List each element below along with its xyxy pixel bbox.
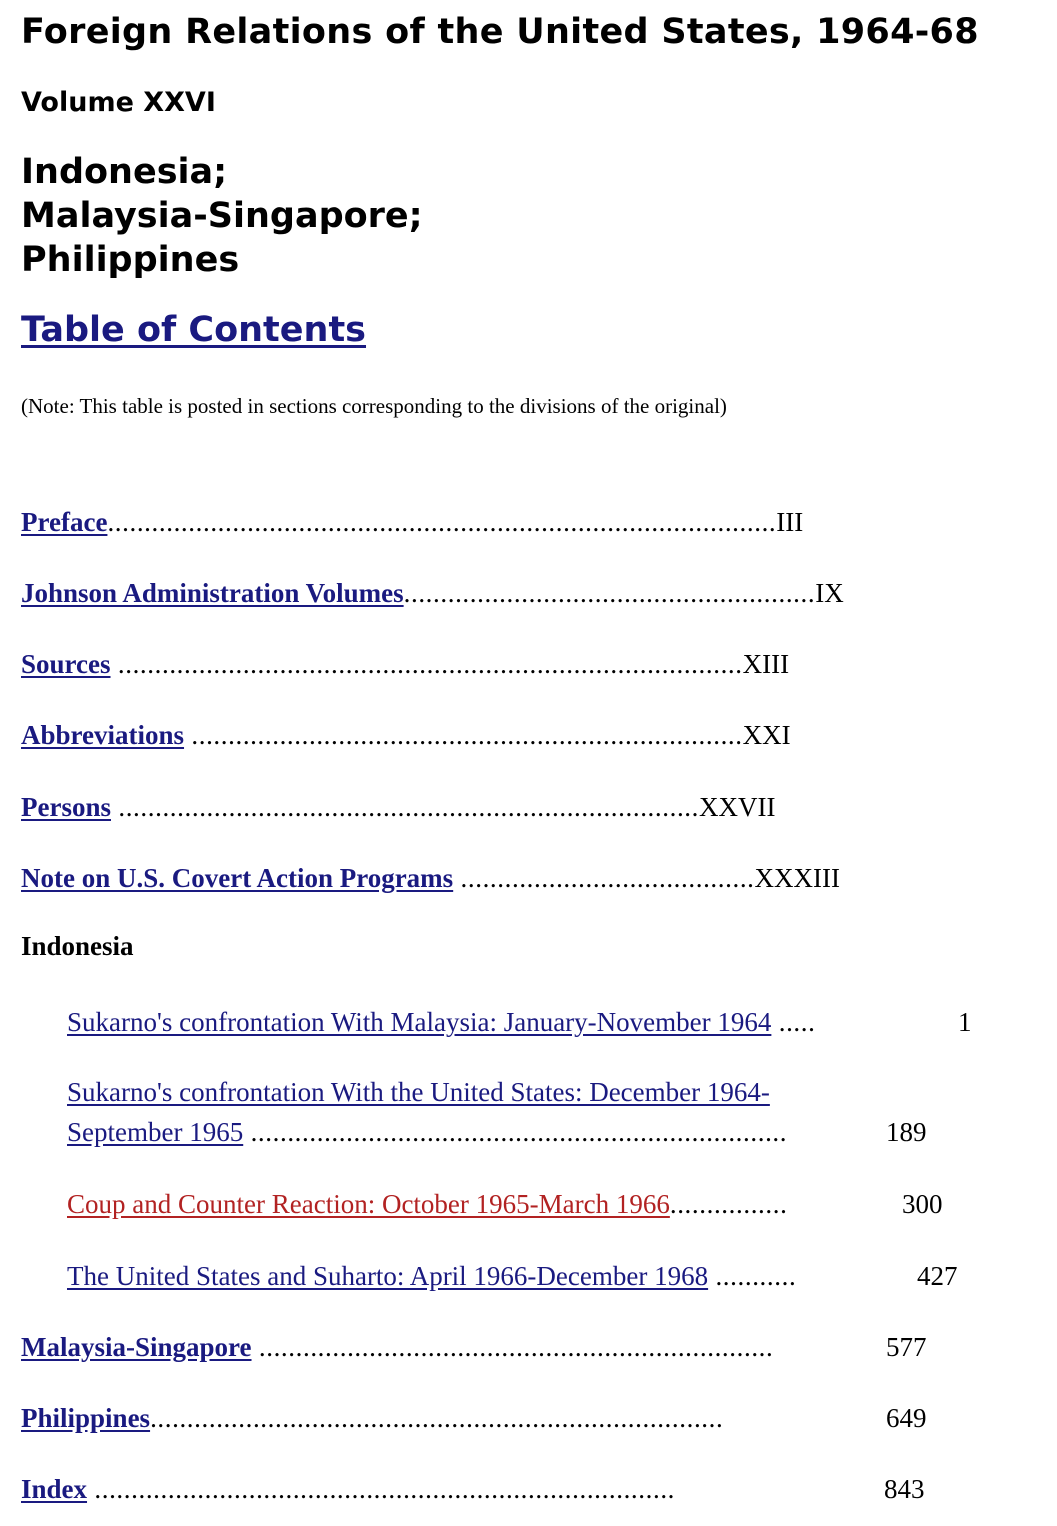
- toc-link-persons[interactable]: Persons: [21, 792, 111, 822]
- toc-heading: [21, 310, 366, 350]
- leader-dots: ...............................................................................: [87, 1474, 676, 1504]
- leader-dots: ...........: [708, 1261, 797, 1291]
- page-number: XXI: [742, 720, 791, 750]
- leader-dots: ........................................................: [403, 578, 816, 608]
- toc-link-sukarno-us[interactable]: Sukarno's confrontation With the United States: December 1964-: [67, 1077, 770, 1107]
- leader-dots: ...........................................................................................: [107, 507, 777, 537]
- page-number: 300: [902, 1189, 943, 1219]
- page-number: IX: [815, 578, 844, 608]
- toc-link-malaysia-singapore[interactable]: Malaysia-Singapore: [21, 1332, 252, 1362]
- subject-line: Malaysia-Singapore;: [21, 196, 423, 236]
- toc-heading-link[interactable]: Table of Contents: [21, 310, 367, 350]
- leader-dots: ..............................................................................: [150, 1403, 724, 1433]
- leader-dots: .........................................................................: [243, 1117, 788, 1147]
- toc-entry-johnson-volumes: [21, 574, 844, 612]
- page-number: XIII: [742, 649, 790, 679]
- toc-entry-malaysia-singapore: [21, 1328, 773, 1366]
- toc-entry-index: [21, 1470, 675, 1508]
- page-title: Foreign Relations of the United States, 1964-68: [21, 12, 979, 52]
- toc-link-suharto[interactable]: The United States and Suharto: April 1966-December 1968: [67, 1261, 709, 1291]
- toc-entry-preface: [21, 503, 803, 541]
- toc-link-coup[interactable]: Coup and Counter Reaction: October 1965-March 1966: [67, 1189, 670, 1219]
- leader-dots: ........................................: [453, 863, 755, 893]
- toc-entry-sukarno-us: [67, 1073, 787, 1151]
- page-number: 189: [886, 1117, 927, 1147]
- toc-entry-abbreviations: [21, 716, 791, 754]
- leader-dots: .....................................................................................: [110, 649, 743, 679]
- volume-label: Volume XXVI: [21, 87, 216, 118]
- page-number: 843: [884, 1474, 925, 1504]
- leader-dots: .....: [771, 1007, 816, 1037]
- leader-dots: ................: [669, 1189, 788, 1219]
- page-number: XXVII: [699, 792, 776, 822]
- page-number: 649: [886, 1403, 927, 1433]
- toc-entry-sources: [21, 645, 789, 683]
- subject-line: Indonesia;: [21, 152, 228, 192]
- toc-note: (Note: This table is posted in sections corresponding to the divisions of the original): [21, 394, 727, 418]
- toc-entry-covert-action: [21, 859, 840, 897]
- toc-link-sources[interactable]: Sources: [21, 649, 111, 679]
- page-number: XXXIII: [754, 863, 841, 893]
- toc-link-sukarno-us-cont[interactable]: September 1965: [67, 1117, 244, 1147]
- page-number: 577: [886, 1332, 927, 1362]
- section-heading-indonesia: Indonesia: [21, 931, 134, 961]
- toc-link-abbreviations[interactable]: Abbreviations: [21, 720, 185, 750]
- toc-link-johnson-volumes[interactable]: Johnson Administration Volumes: [21, 578, 404, 608]
- leader-dots: ......................................................................: [251, 1332, 774, 1362]
- toc-entry-sukarno-malaysia: [67, 1003, 815, 1041]
- toc-link-covert-action[interactable]: Note on U.S. Covert Action Programs: [21, 863, 454, 893]
- toc-link-philippines[interactable]: Philippines: [21, 1403, 151, 1433]
- toc-link-index[interactable]: Index: [21, 1474, 88, 1504]
- subject-line: Philippines: [21, 240, 240, 280]
- toc-entry-suharto: [67, 1257, 796, 1295]
- page-number: III: [776, 507, 804, 537]
- toc-entry-coup: [67, 1185, 787, 1223]
- toc-link-preface[interactable]: Preface: [21, 507, 108, 537]
- leader-dots: ...............................................................................: [111, 792, 699, 822]
- toc-entry-persons: [21, 788, 775, 826]
- page-number: 1: [958, 1007, 972, 1037]
- page-number: 427: [917, 1261, 958, 1291]
- toc-entry-philippines: [21, 1399, 723, 1437]
- volume-subjects: [21, 150, 423, 282]
- toc-link-sukarno-malaysia[interactable]: Sukarno's confrontation With Malaysia: January-November 1964: [67, 1007, 772, 1037]
- leader-dots: ...........................................................................: [184, 720, 743, 750]
